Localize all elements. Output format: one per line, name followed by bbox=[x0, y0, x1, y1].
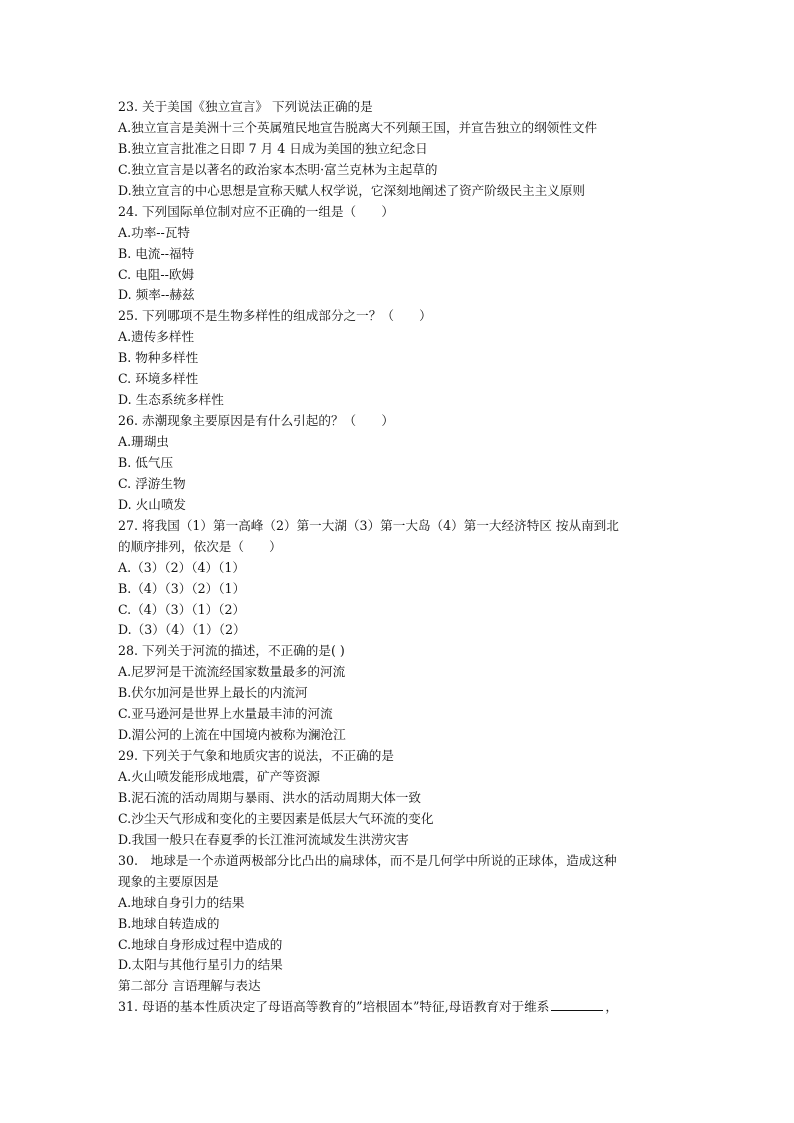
question-text: 28. 下列关于河流的描述，不正确的是( ) bbox=[118, 643, 345, 659]
answer-option: C. 电阻--欧姆 bbox=[118, 266, 195, 282]
answer-option: A.地球自身引力的结果 bbox=[118, 894, 245, 910]
answer-option: B.（4）（3）（2）（1） bbox=[118, 580, 246, 596]
question-31-tail: ， bbox=[605, 999, 618, 1015]
answer-option: C. 浮游生物 bbox=[118, 475, 186, 491]
answer-option: C.（4）（3）（1）（2） bbox=[118, 601, 246, 617]
question-text: 30. 地球是一个赤道两极部分比凸出的扁球体，而不是几何学中所说的正球体，造成这种 bbox=[118, 852, 617, 868]
answer-option: A.功率--瓦特 bbox=[118, 224, 190, 240]
section-heading: 第二部分 言语理解与表达 bbox=[118, 978, 261, 994]
answer-option: C.沙尘天气形成和变化的主要因素是低层大气环流的变化 bbox=[118, 810, 434, 826]
answer-option: B.地球自转造成的 bbox=[118, 915, 220, 931]
answer-option: B.伏尔加河是世界上最长的内流河 bbox=[118, 685, 308, 701]
answer-option: A.珊瑚虫 bbox=[118, 434, 169, 449]
answer-option: D.太阳与其他行星引力的结果 bbox=[118, 957, 283, 973]
answer-option: C.独立宣言是以著名的政治家本杰明·富兰克林为主起草的 bbox=[118, 161, 438, 177]
document-body bbox=[118, 97, 678, 1018]
answer-option: A.独立宣言是美洲十三个英属殖民地宣告脱离大不列颠王国，并宣告独立的纲领性文件 bbox=[118, 119, 598, 135]
answer-option: A.遗传多样性 bbox=[118, 329, 195, 345]
fill-blank bbox=[551, 998, 603, 1011]
question-31-lead: 31. 母语的基本性质决定了母语高等教育的”培根固本”特征,母语教育对于维系 bbox=[118, 999, 550, 1015]
answer-option: B. 低气压 bbox=[118, 454, 174, 470]
question-text: 27. 将我国（1）第一高峰（2）第一大湖（3）第一大岛（4）第一大经济特区 按从南到北 bbox=[118, 517, 619, 533]
question-31-text bbox=[118, 997, 678, 1018]
answer-option: B. 电流--福特 bbox=[118, 245, 195, 261]
answer-option: A.尼罗河是干流流经国家数量最多的河流 bbox=[118, 664, 346, 680]
answer-option: C. 环境多样性 bbox=[118, 371, 199, 387]
question-text: 25. 下列哪项不是生物多样性的组成部分之一？（ ） bbox=[118, 308, 432, 324]
answer-option: A.（3）（2）（4）（1） bbox=[118, 559, 245, 575]
answer-option: D. 生态系统多样性 bbox=[118, 392, 224, 408]
answer-option: B.泥石流的活动周期与暴雨、洪水的活动周期大体一致 bbox=[118, 789, 421, 805]
question-text: 23. 关于美国《独立宣言》 下列说法正确的是 bbox=[118, 99, 373, 114]
question-text: 现象的主要原因是 bbox=[118, 873, 219, 889]
answer-option: C.地球自身形成过程中造成的 bbox=[118, 936, 283, 952]
answer-option: B.独立宣言批准之日即 7 月 4 日成为美国的独立纪念日 bbox=[118, 140, 428, 156]
question-text: 29. 下列关于气象和地质灾害的说法，不正确的是 bbox=[118, 748, 394, 764]
question-text: 26. 赤潮现象主要原因是有什么引起的？（ ） bbox=[118, 413, 394, 429]
answer-option: D.独立宣言的中心思想是宣称天赋人权学说，它深刻地阐述了资产阶级民主主义原则 bbox=[118, 182, 586, 198]
answer-option: D.我国一般只在春夏季的长江淮河流域发生洪涝灾害 bbox=[118, 831, 409, 847]
answer-option: D. 火山喷发 bbox=[118, 496, 187, 512]
question-text: 的顺序排列，依次是（ ） bbox=[118, 538, 282, 554]
question-text: 24. 下列国际单位制对应不正确的一组是（ ） bbox=[118, 203, 394, 219]
answer-option: D.湄公河的上流在中国境内被称为澜沧江 bbox=[118, 727, 346, 743]
answer-option: C.亚马逊河是世界上水量最丰沛的河流 bbox=[118, 706, 333, 722]
answer-option: B. 物种多样性 bbox=[118, 350, 199, 366]
answer-option: D. 频率--赫兹 bbox=[118, 287, 195, 303]
answer-option: D.（3）（4）（1）（2） bbox=[118, 622, 246, 638]
answer-option: A.火山喷发能形成地震，矿产等资源 bbox=[118, 769, 321, 784]
